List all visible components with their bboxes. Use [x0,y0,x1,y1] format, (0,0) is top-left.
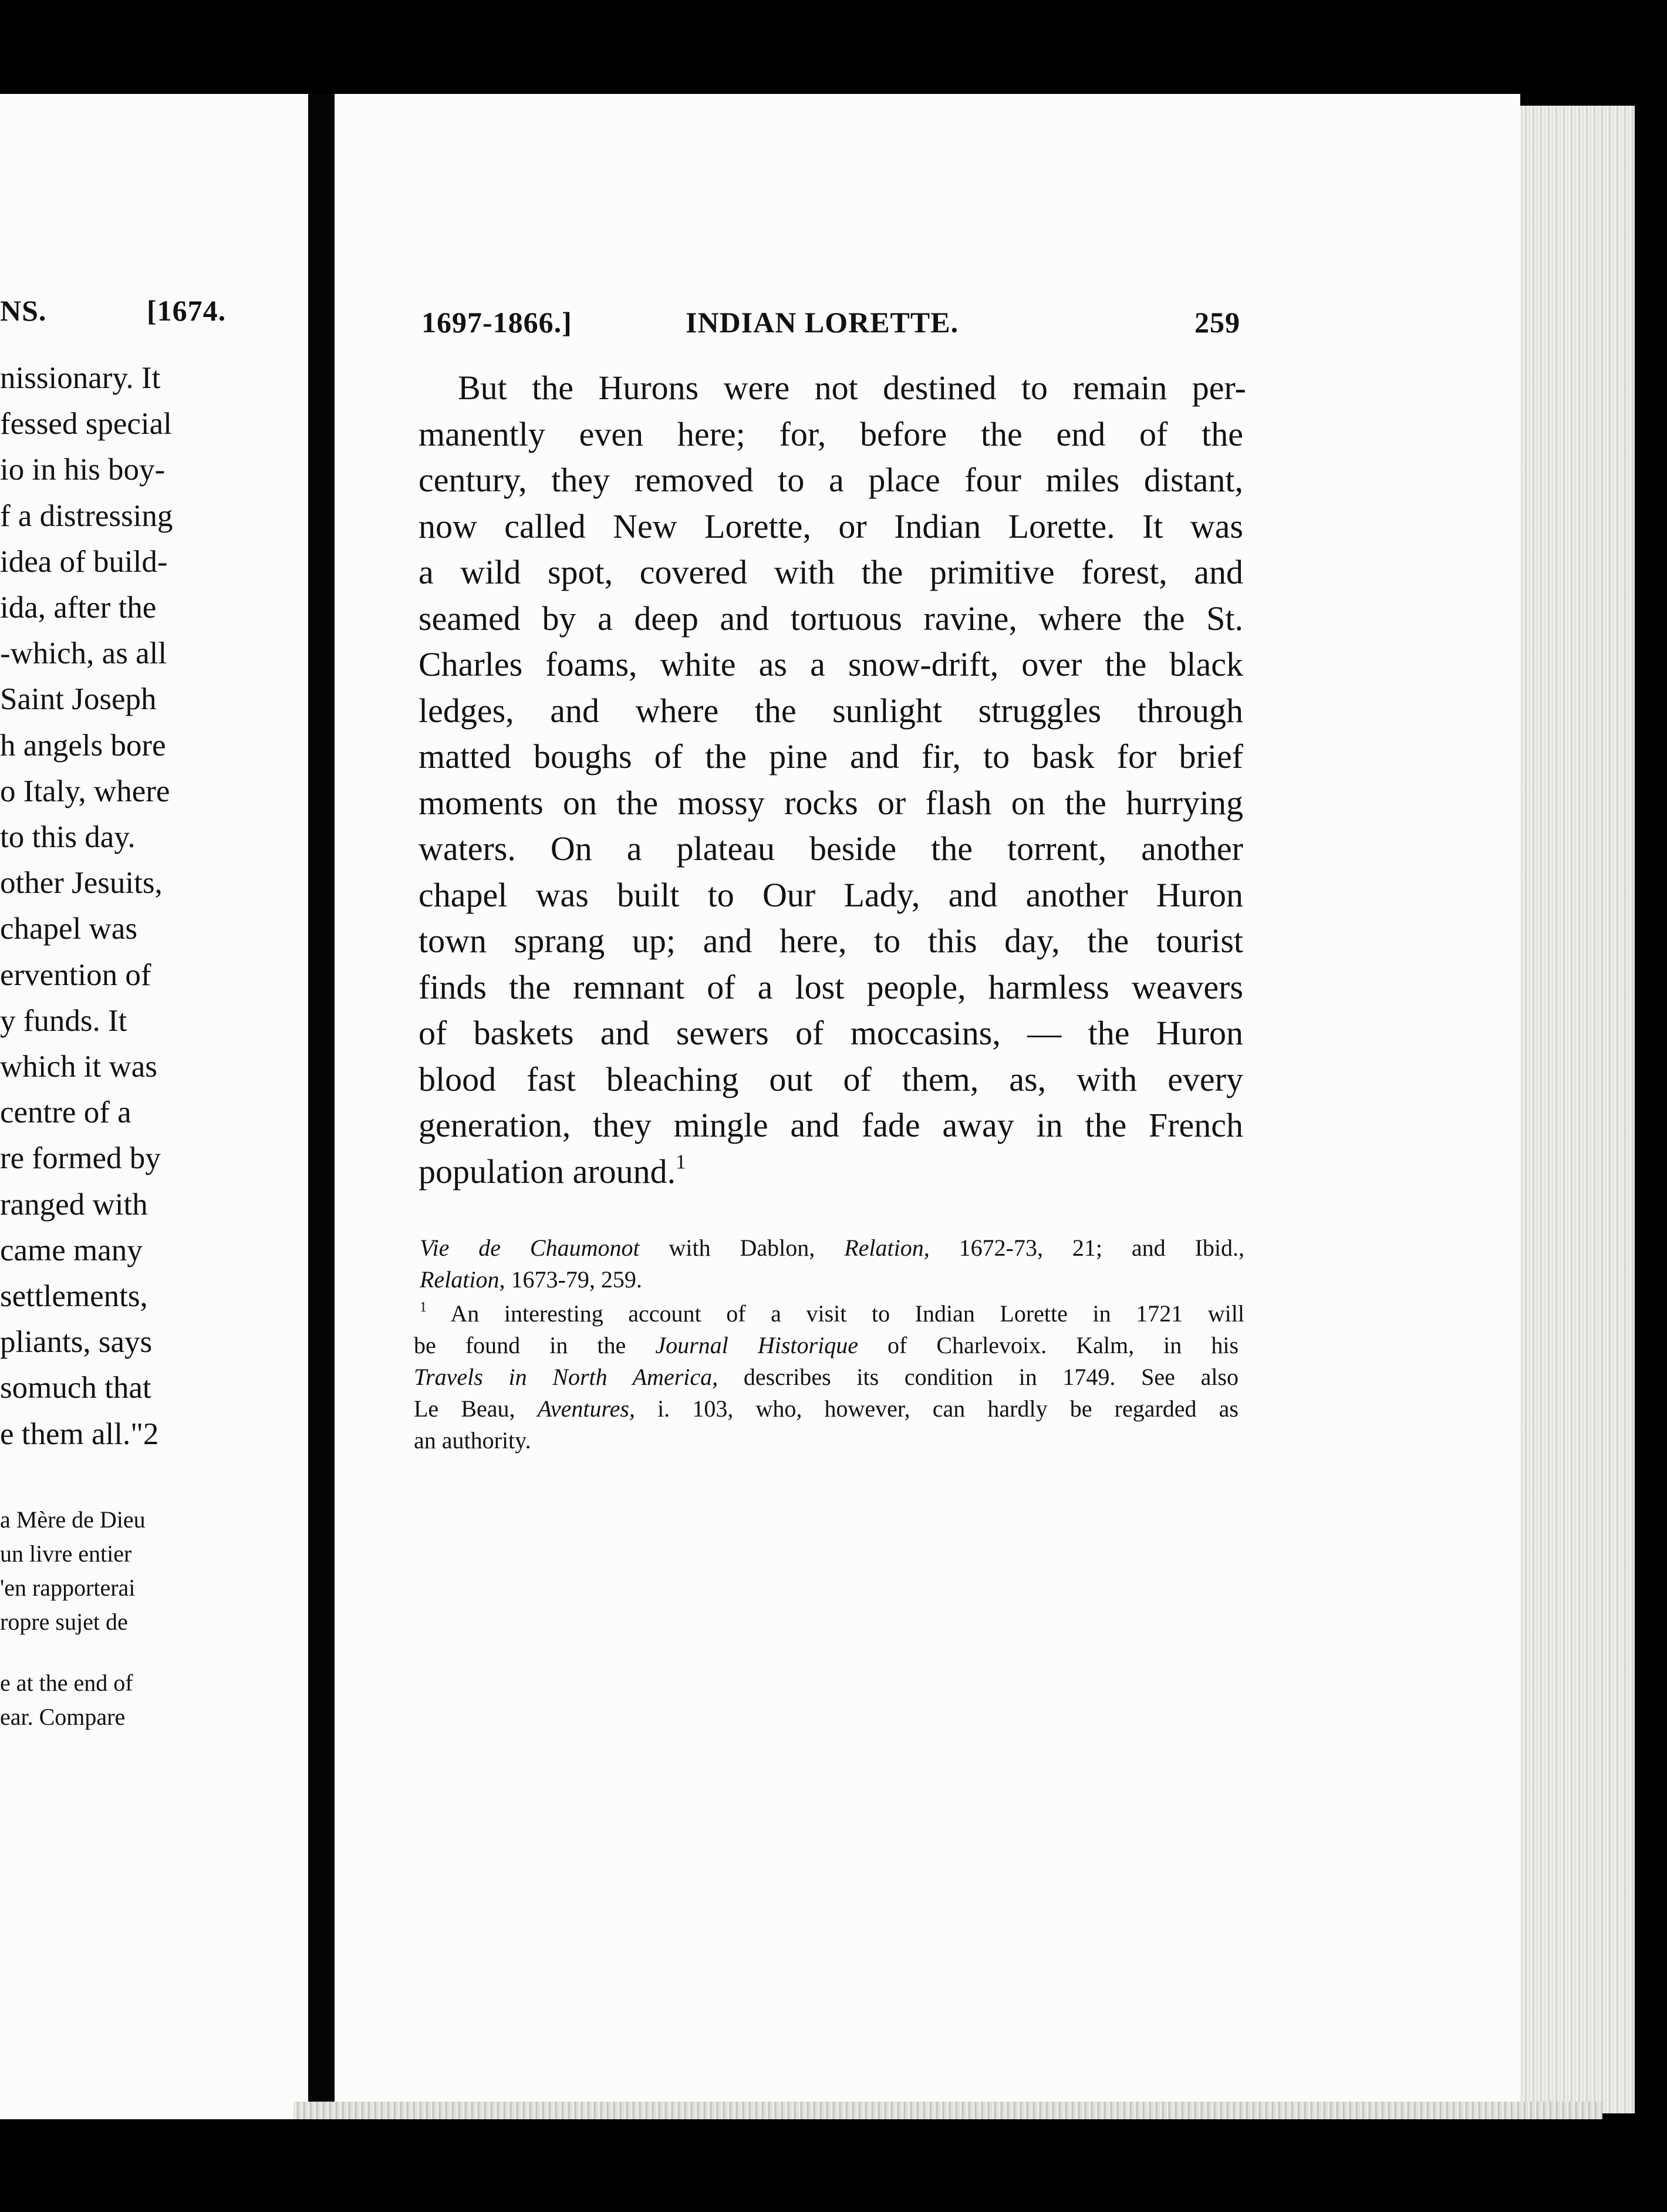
left-body-line: pliants, says [0,1325,153,1360]
body-line [458,365,1246,411]
left-footnote-line: un livre entier [0,1540,132,1567]
footnote-mark: 1 [420,1300,427,1316]
left-footnote-line: a Mère de Dieu [0,1506,146,1533]
body-line [419,826,1243,872]
left-footnote-line: ropre sujet de [0,1609,128,1635]
body-line [419,1149,1243,1195]
footnote-line-5: an authority. [414,1427,531,1454]
body-line [419,549,1243,595]
left-body-line: to this day. [0,820,136,854]
left-body-line: came many [0,1233,143,1267]
body-line [419,504,1243,549]
left-body-line: io in his boy- [0,453,166,487]
body-line [419,596,1243,642]
left-running-head: NS. [0,294,47,327]
left-running-head-year: [1674. [147,294,227,327]
body-line-text: of baskets and sewers of moccasins, — the Huron [419,1014,1243,1052]
body-line [419,918,1243,964]
citation-line-2: Relation, 1673-79, 259. [420,1266,642,1293]
body-line [419,688,1243,734]
body-line-text: now called New Lorette, or Indian Lorette. It was [419,507,1243,545]
body-line-text: finds the remnant of a lost people, harmless weavers [419,967,1243,1006]
body-line [419,872,1243,918]
citation-line-1: Vie de Chaumonot with Dablon, Relation, 1672-73, 21; and Ibid., [420,1235,1245,1261]
body-line-text: chapel was built to Our Lady, and another Huron [419,875,1243,914]
body-line-text: seamed by a deep and tortuous ravine, where the St. [419,599,1243,638]
body-line [419,412,1243,457]
body-line [419,734,1243,780]
body-line-text: manently even here; for, before the end of the [419,414,1243,453]
running-head-years: 1697-1866.] [421,306,572,339]
running-head-title: INDIAN LORETTE. [686,306,959,339]
body-line [419,780,1243,826]
page-edges [1520,106,1635,2113]
left-body-line: Saint Joseph [0,682,157,717]
footnote-line-1: $^1$ An interesting account of a visit to Indian Lorette in 1721 will [420,1300,1244,1327]
body-line [419,457,1243,503]
footnote-line-4: Le Beau, Aventures, i. 103, who, however, can hardly be regarded as [414,1395,1239,1422]
left-footnote-line: 'en rapporterai [0,1574,136,1601]
left-body-line: other Jesuits, [0,866,163,901]
body-line-text: century, they removed to a place four miles distant, [419,461,1243,499]
left-body-line: chapel was [0,912,137,946]
left-body-line: f a distressing [0,498,173,533]
left-body-line: re formed by [0,1141,161,1176]
body-line [419,1057,1243,1102]
body-line-text: a wild spot, covered with the primitive forest, and [419,553,1243,591]
body-line [419,965,1243,1010]
body-line [419,642,1243,687]
left-body-line: -which, as all [0,636,167,671]
left-body-line: centre of a [0,1095,131,1130]
body-line [419,1010,1243,1056]
left-body-line: h angels bore [0,728,166,763]
body-line-text: generation, they mingle and fade away in the French [419,1106,1243,1144]
body-line [419,1102,1243,1148]
page-number: 259 [1194,306,1240,339]
left-body-line: idea of build- [0,544,168,579]
left-body-line: o Italy, where [0,774,170,808]
body-line-text: Charles foams, white as a snow-drift, over the black [419,645,1243,683]
left-body-line: settlements, [0,1279,148,1313]
left-body-line: which it was [0,1050,157,1084]
body-line-text: But the Hurons were not destined to remain per- [458,369,1246,407]
left-body-line: somuch that [0,1371,151,1405]
body-line-text: moments on the mossy rocks or flash on the hurrying [419,783,1243,822]
left-body-line: ida, after the [0,591,157,625]
left-body-line: nissionary. It [0,361,161,395]
left-body-line: ranged with [0,1187,148,1222]
body-line-text: matted boughs of the pine and fir, to bask for brief [419,737,1243,775]
left-footnote-line: e at the end of [0,1670,133,1696]
body-line-text: waters. On a plateau beside the torrent, another [419,830,1243,868]
body-line-text: population around. [419,1152,676,1191]
left-body-line: e them all."2 [0,1417,159,1451]
footnote-reference: 1 [676,1150,686,1174]
footnote-line-3: Travels in North America, describes its condition in 1749. See also [414,1364,1239,1390]
left-body-line: y funds. It [0,1003,127,1038]
body-line-text: ledges, and where the sunlight struggles through [419,691,1243,730]
body-line-text: blood fast bleaching out of them, as, with every [419,1060,1243,1098]
left-footnote-line: ear. Compare [0,1704,126,1730]
bottom-page-edge [293,2102,1602,2119]
left-body-line: fessed special [0,407,172,441]
footnote-line-2: be found in the Journal Historique of Charlevoix. Kalm, in his [414,1332,1239,1358]
book-gutter [308,94,335,2119]
body-line-text: town sprang up; and here, to this day, the tourist [419,922,1243,960]
left-body-line: ervention of [0,957,151,992]
